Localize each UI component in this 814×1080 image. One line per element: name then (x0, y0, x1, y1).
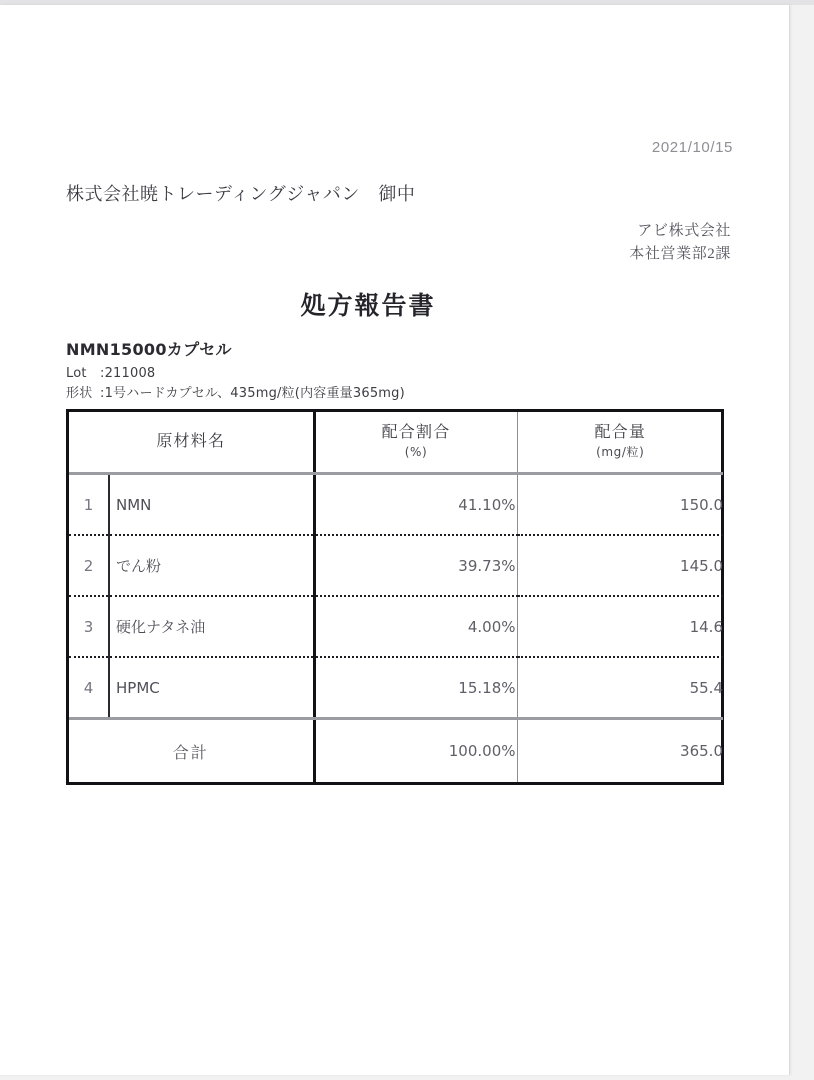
column-header-amount-unit: (mg/粒) (596, 445, 645, 460)
row-ingredient-name: でん粉 (109, 535, 314, 596)
row-amount: 150.0 (517, 474, 723, 536)
row-number: 4 (69, 657, 109, 719)
table-total-row (69, 719, 723, 783)
row-number: 3 (69, 596, 109, 657)
product-name: NMN15000カプセル (66, 340, 232, 359)
row-number: 1 (69, 474, 109, 536)
column-header-ingredient: 原材料名 (69, 412, 314, 474)
recipient-name: 株式会社暁トレーディングジャパン 御中 (66, 184, 416, 204)
total-label: 合計 (69, 719, 314, 783)
formulation-table-wrapper (66, 409, 724, 785)
table-row (69, 535, 723, 596)
sender-company: アビ株式会社 (637, 223, 731, 239)
product-shape-value: :1号ハードカプセル、435mg/粒(内容重量365mg) (100, 385, 405, 401)
formulation-table (69, 412, 723, 782)
sender-block (629, 220, 731, 267)
row-amount: 14.6 (517, 596, 723, 657)
document-page (0, 5, 790, 1075)
total-ratio: 100.00% (314, 719, 517, 783)
column-header-ratio-title: 配合割合 (381, 424, 451, 442)
column-header-amount (517, 412, 723, 474)
row-ratio: 15.18% (314, 657, 517, 719)
column-header-amount-title: 配合量 (594, 424, 647, 442)
table-row (69, 596, 723, 657)
product-lot-value: :211008 (100, 366, 156, 381)
row-amount: 145.0 (517, 535, 723, 596)
product-info-block (66, 337, 405, 404)
product-lot-label: Lot (66, 366, 87, 381)
row-ingredient-name: 硬化ナタネ油 (109, 596, 314, 657)
product-shape-label: 形状 (66, 385, 93, 401)
row-ingredient-name: HPMC (109, 657, 314, 719)
row-ratio: 39.73% (314, 535, 517, 596)
product-lot-line (66, 364, 405, 384)
row-ratio: 4.00% (314, 596, 517, 657)
total-amount: 365.0 (680, 742, 723, 760)
row-ingredient-name: NMN (109, 474, 314, 536)
column-header-ratio (314, 412, 517, 474)
table-row (69, 474, 723, 536)
sender-department: 本社営業部2課 (629, 246, 731, 263)
row-number: 2 (69, 535, 109, 596)
row-ratio: 41.10% (314, 474, 517, 536)
table-header-row (69, 412, 723, 474)
document-date: 2021/10/15 (651, 139, 733, 156)
table-row (69, 657, 723, 719)
product-shape-line (66, 384, 405, 404)
page-title: 処方報告書 (300, 291, 436, 320)
row-amount: 55.4 (517, 657, 723, 719)
column-header-ratio-unit: (%) (404, 445, 428, 460)
